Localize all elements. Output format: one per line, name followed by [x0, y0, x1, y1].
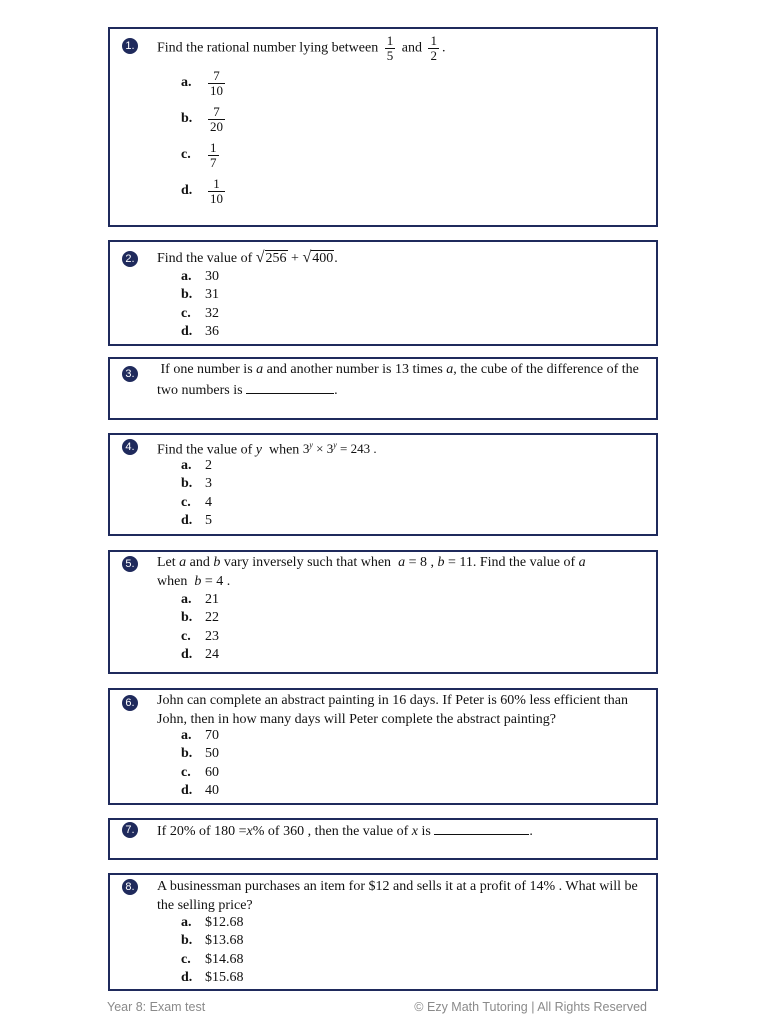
- option: c. 23: [181, 628, 219, 644]
- options-list: [181, 727, 219, 800]
- option: a. 2: [181, 458, 212, 473]
- footer-right: © Ezy Math Tutoring | All Rights Reserved: [414, 1000, 647, 1014]
- option: d. 5: [181, 512, 212, 528]
- options-list: [181, 591, 219, 664]
- option: c. 4: [181, 494, 212, 510]
- question-number: 7.: [122, 822, 138, 838]
- question-number: 3.: [122, 366, 138, 382]
- question-number: 6.: [122, 695, 138, 711]
- option: c. 32: [181, 305, 219, 321]
- question-text: Find the rational number lying between $\frac{1}{5}$ and $\frac{1}{2}$ .: [157, 33, 446, 63]
- fraction: $\frac{1}{2}$: [430, 33, 437, 63]
- options-list: [181, 268, 219, 341]
- option: a. 21: [181, 592, 219, 607]
- options-list: [181, 65, 228, 209]
- question-8: [108, 873, 658, 991]
- option: d. $\frac{1}{10}$: [181, 175, 223, 206]
- option: b. $\frac{7}{20}$: [181, 103, 223, 134]
- question-number: 2.: [122, 251, 138, 267]
- question-text: If 20% of 180 =x% of 360 , then the value of x is .: [157, 820, 650, 841]
- footer-left: Year 8: Exam test: [107, 1000, 206, 1014]
- option: b. 22: [181, 610, 219, 626]
- square-root: √400: [302, 249, 334, 266]
- fraction: $\frac{1}{5}$: [386, 33, 394, 63]
- question-number: 1.: [122, 38, 138, 54]
- option: c. $14.68: [181, 951, 244, 967]
- square-root: √256: [255, 249, 287, 266]
- option: c. $\frac{1}{7}$: [181, 139, 217, 170]
- question-number: 5.: [122, 556, 138, 572]
- question-text: If one number is a and another number is 13 times a, the cube of the difference of the two numbers is .: [157, 362, 639, 398]
- option: a. 30: [181, 269, 219, 284]
- question-7: [108, 818, 658, 860]
- options-list: [181, 914, 244, 987]
- option: d. 36: [181, 323, 219, 339]
- option: c. 60: [181, 764, 219, 780]
- question-1: [108, 27, 658, 227]
- options-list: [181, 457, 212, 530]
- answer-blank[interactable]: [246, 379, 334, 394]
- option: a. $12.68: [181, 915, 244, 930]
- option: d. 24: [181, 646, 219, 662]
- question-text: A businessman purchases an item for $12 and sells it at a profit of 14% . What will be the selling price?: [157, 879, 638, 913]
- question-text: John can complete an abstract painting in 16 days. If Peter is 60% less efficient than John, then in how many days will Peter complete the abstract painting?: [157, 693, 628, 727]
- question-number: 4.: [122, 439, 138, 455]
- option: b. $13.68: [181, 933, 244, 949]
- option: d. $15.68: [181, 969, 244, 985]
- option: a. $\frac{7}{10}$: [181, 67, 223, 98]
- question-number: 8.: [122, 879, 138, 895]
- question-3: [108, 357, 658, 420]
- option: b. 3: [181, 476, 212, 492]
- option: b. 31: [181, 287, 219, 303]
- question-4: [108, 433, 658, 536]
- answer-blank[interactable]: [434, 820, 529, 835]
- option: d. 40: [181, 782, 219, 798]
- question-text: Let a and b vary inversely such that when a = 8 , b = 11. Find the value of a when b = 4 .: [157, 555, 586, 589]
- question-6: [108, 688, 658, 805]
- question-text: Find the value of y when $3^y \times 3^y = 243$ .: [157, 441, 377, 458]
- question-2: [108, 240, 658, 346]
- option: b. 50: [181, 746, 219, 762]
- option: a. 70: [181, 728, 219, 743]
- question-5: [108, 550, 658, 674]
- question-text: Find the value of √256 + √400.: [157, 249, 338, 266]
